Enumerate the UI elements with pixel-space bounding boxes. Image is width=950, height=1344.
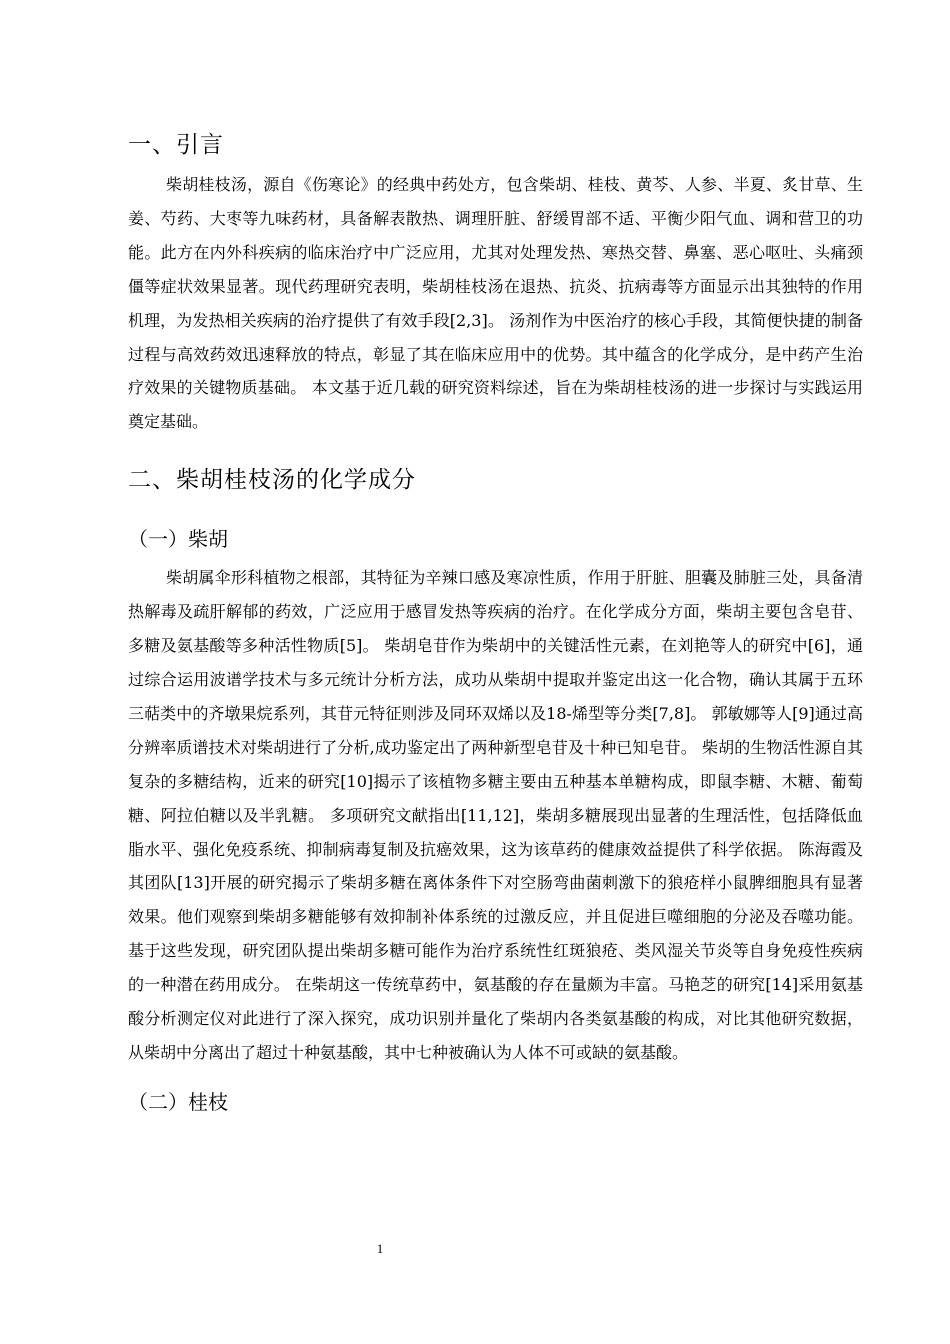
- page-number: 1: [376, 1241, 384, 1256]
- chaihu-subheading: （一）柴胡: [128, 527, 228, 552]
- intro-paragraph: 柴胡桂枝汤，源自《伤寒论》的经典中药处方，包含柴胡、桂枝、黄芩、人参、半夏、炙甘草、生姜、芍药、大枣等九味药材，具备解表散热、调理肝脏、舒缓胃部不适、平衡少阳气血、调和营卫的功能。此方在内外科疾病的临床治疗中广泛应用，尤其对处理发热、寒热交替、鼻塞、恶心呕吐、头痛颈僵等症状效果显著。现代药理研究表明，柴胡桂枝汤在退热、抗炎、抗病毒等方面显示出其独特的作用机理，为发热相关疾病的治疗提供了有效手段[2,3]。 汤剂作为中医治疗的核心手段，其简便快捷的制备过程与高效药效迅速释放的特点，彰显了其在临床应用中的优势。其中蕴含的化学成分，是中药产生治疗效果的关键物质基础。 本文基于近几载的研究资料综述，旨在为柴胡桂枝汤的进一步探讨与实践运用奠定基础。: [128, 175, 863, 432]
- chaihu-paragraph: 柴胡属伞形科植物之根部，其特征为辛辣口感及寒凉性质，作用于肝脏、胆囊及肺脏三处，具备清热解毒及疏肝解郁的药效，广泛应用于感冒发热等疾病的治疗。在化学成分方面，柴胡主要包含皂苷、多糖及氨基酸等多种活性物质[5]。 柴胡皂苷作为柴胡中的关键活性元素，在刘艳等人的研究中[6]，通过综合运用波谱学技术与多元统计分析方法，成功从柴胡中提取并鉴定出这一化合物，确认其属于五环三萜类中的齐墩果烷系列，其苷元特征则涉及同环双烯以及18-烯型等分类[7,8]。 郭敏娜等人[9]通过高分辨率质谱技术对柴胡进行了分析,成功鉴定出了两种新型皂苷及十种已知皂苷。 柴胡的生物活性源自其复杂的多糖结构，近来的研究[10]揭示了该植物多糖主要由五种基本单糖构成，即鼠李糖、木糖、葡萄糖、阿拉伯糖以及半乳糖。 多项研究文献指出[11,12]，柴胡多糖展现出显著的生理活性，包括降低血脂水平、强化免疫系统、抑制病毒复制及抗癌效果，这为该草药的健康效益提供了科学依据。 陈海霞及其团队[13]开展的研究揭示了柴胡多糖在离体条件下对空肠弯曲菌刺激下的狼疮样小鼠脾细胞具有显著效果。他们观察到柴胡多糖能够有效抑制补体系统的过激反应，并且促进巨噬细胞的分泌及吞噬功能。基于这些发现，研究团队提出柴胡多糖可能作为治疗系统性红斑狼疮、类风湿关节炎等自身免疫性疾病的一种潜在药用成分。 在柴胡这一传统草药中，氨基酸的存在量颇为丰富。马艳芝的研究[14]采用氨基酸分析测定仪对此进行了深入探究，成功识别并量化了柴胡内各类氨基酸的构成，对比其他研究数据，从柴胡中分离出了超过十种氨基酸，其中七种被确认为人体不可或缺的氨基酸。: [128, 568, 863, 1062]
- page-content: [128, 122, 863, 1124]
- guizhi-subheading: （二）桂枝: [128, 1089, 228, 1114]
- intro-heading: 一、引言: [128, 132, 224, 158]
- chemical-composition-heading: 二、柴胡桂枝汤的化学成分: [128, 467, 416, 494]
